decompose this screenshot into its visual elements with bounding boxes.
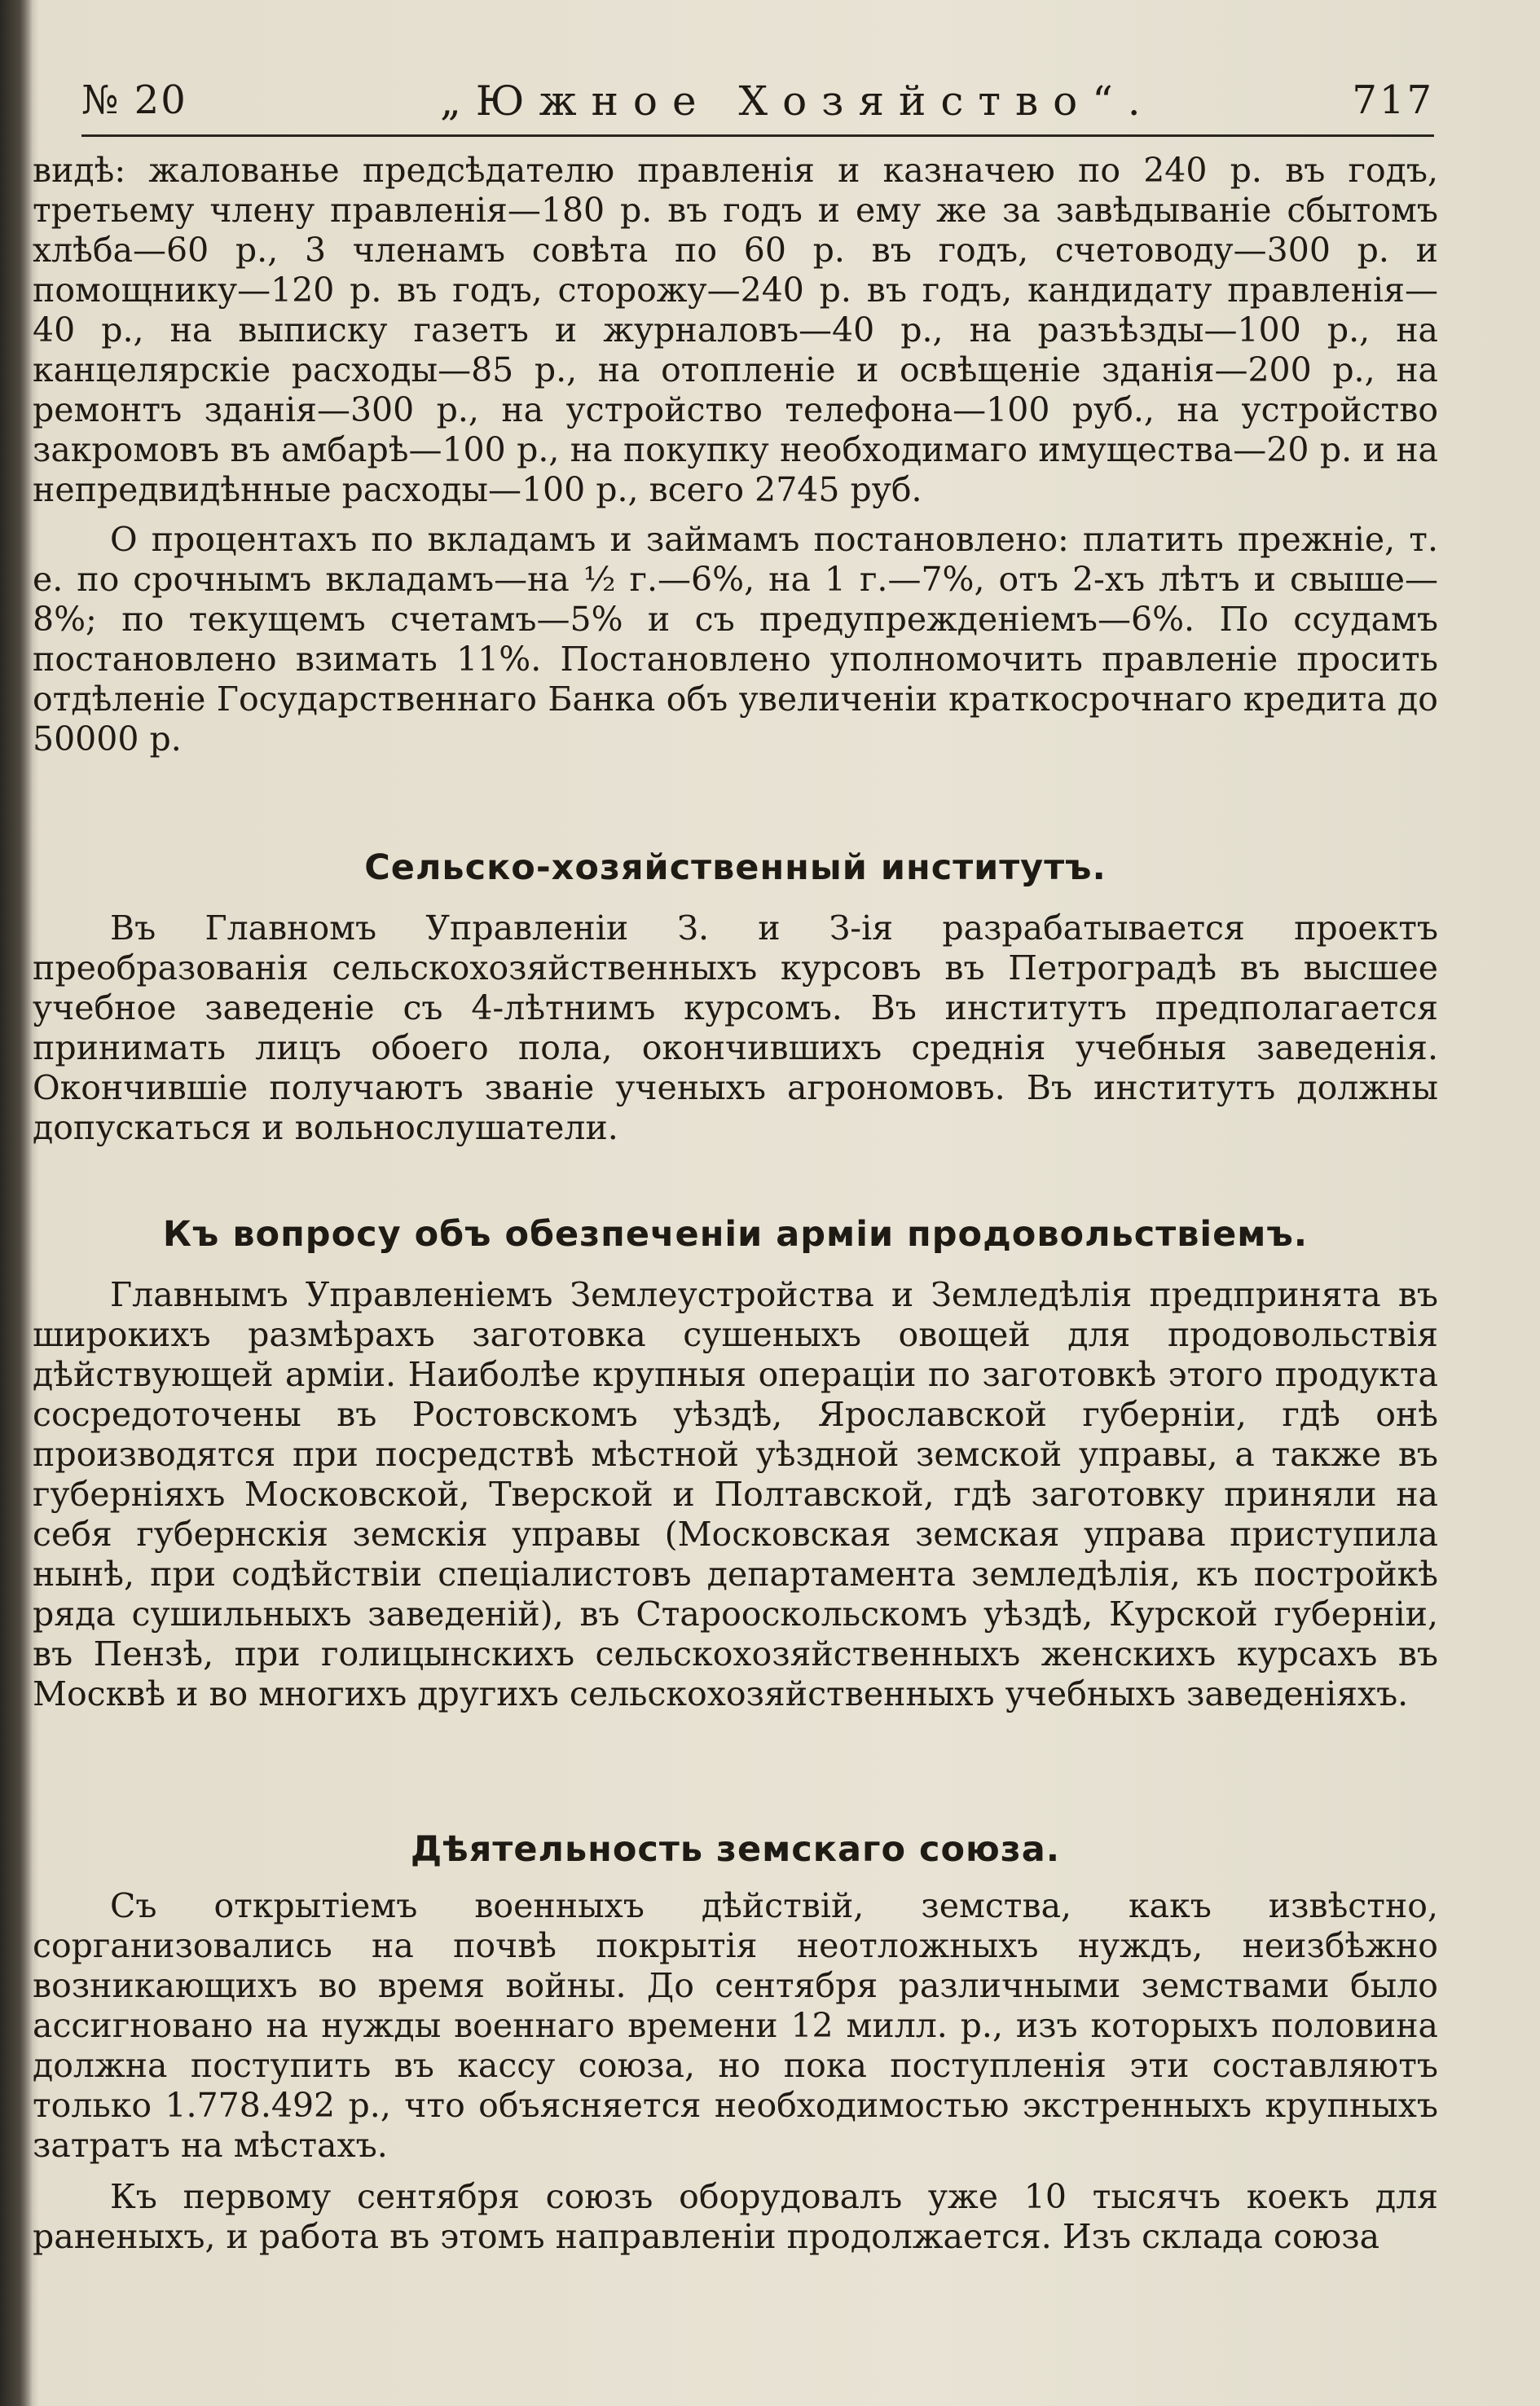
section-body-institute <box>33 908 1438 1148</box>
interest-paragraph: О процентахъ по вкладамъ и займамъ постановлено: платить прежніе, т. е. по срочнымъ вкладамъ—на ½ г.—6%, на 1 г.—7%, отъ 2-хъ лѣтъ и свыше—8%; по текущемъ счетамъ—5% и съ предупрежденіемъ—6%. По ссудамъ постановлено взимать 11%. Постановлено уполномочить правленіе просить отдѣленіе Государственнаго Банка объ увеличеніи краткосрочнаго кредита до 50000 р. <box>33 520 1438 759</box>
institute-paragraph: Въ Главномъ Управленіи З. и З-ія разрабатывается проектъ преобразованія сельскохозяйственныхъ курсовъ въ Петроградѣ въ высшее учебное заведеніе съ 4-лѣтнимъ курсомъ. Въ институтъ предполагается принимать лицъ обоего пола, окончившихъ среднія учебныя заведенія. Окончившіе получаютъ званіе ученыхъ агрономовъ. Въ институтъ должны допускаться и вольнослушатели. <box>33 908 1438 1147</box>
zemstvo-paragraph-2: Къ первому сентября союзъ оборудовалъ уже 10 тысячъ коекъ для раненыхъ, и работа въ этомъ направленіи продолжается. Изъ склада союза <box>33 2177 1438 2256</box>
section-body-army-supply <box>33 1275 1438 1714</box>
continued-article <box>33 151 1438 831</box>
page-number: 717 <box>1352 77 1434 123</box>
army-supply-paragraph: Главнымъ Управленіемъ Землеустройства и Земледѣлія предпринята въ широкихъ размѣрахъ заготовка сушеныхъ овощей для продовольствія дѣйствующей арміи. Наиболѣе крупныя операціи по заготовкѣ этого продукта сосредоточены въ Ростовскомъ уѣздѣ, Ярославской губерніи, гдѣ онѣ производятся при посредствѣ мѣстной уѣздной земской управы, а также въ губерніяхъ Московской, Тверской и Полтавской, гдѣ заготовку приняли на себя губернскія земскія управы (Московская земская управа приступила нынѣ, при содѣйствіи спеціалистовъ департамента земледѣлія, къ постройкѣ ряда сушильныхъ заведеній), въ Старооскольскомъ уѣздѣ, Курской губерніи, въ Пензѣ, при голицынскихъ сельскохозяйственныхъ женскихъ курсахъ въ Москвѣ и во многихъ другихъ сельскохозяйственныхъ учебныхъ заведеніяхъ. <box>33 1275 1438 1713</box>
issue-number: № 20 <box>81 77 187 123</box>
book-spine <box>0 0 33 2406</box>
page-header <box>81 77 1434 137</box>
journal-title: „Южное Хозяйство“. <box>440 77 1155 125</box>
section-body-zemstvo-union <box>33 1886 1438 2257</box>
section-title-army-supply: Къ вопросу объ обезпеченіи арміи продовольствіемъ. <box>162 1214 1309 1255</box>
zemstvo-paragraph-1: Съ открытіемъ военныхъ дѣйствій, земства, какъ извѣстно, сорганизовались на почвѣ покрытія неотложныхъ нуждъ, неизбѣжно возникающихъ во время войны. До сентября различными земствами было ассигновано на нужды военнаго времени 12 милл. р., изъ которыхъ половина должна поступить въ кассу союза, но пока поступленія эти составляютъ только 1.778.492 р., что объясняется необходимостью экстренныхъ крупныхъ затратъ на мѣстахъ. <box>33 1886 1438 2165</box>
budget-paragraph: видѣ: жалованье предсѣдателю правленія и казначею по 240 р. въ годъ, третьему члену правленія—180 р. въ годъ и ему же за завѣдываніе сбытомъ хлѣба—60 р., 3 членамъ совѣта по 60 р. въ годъ, счетоводу—300 р. и помощнику—120 р. въ годъ, сторожу—240 р. въ годъ, кандидату правленія—40 р., на выписку газетъ и журналовъ—40 р., на разъѣзды—100 р., на канцелярскіе расходы—85 р., на отопленіе и освѣщеніе зданія—200 р., на ремонтъ зданія—300 р., на устройство телефона—100 руб., на устройство закромовъ въ амбарѣ—100 р., на покупку необходимаго имущества—20 р. и на непредвидѣнные расходы—100 р., всего 2745 руб. <box>33 151 1438 509</box>
section-title-zemstvo-union: Дѣятельность земскаго союза. <box>410 1829 1061 1870</box>
section-title-institute: Сельско-хозяйственный институтъ. <box>364 847 1107 888</box>
